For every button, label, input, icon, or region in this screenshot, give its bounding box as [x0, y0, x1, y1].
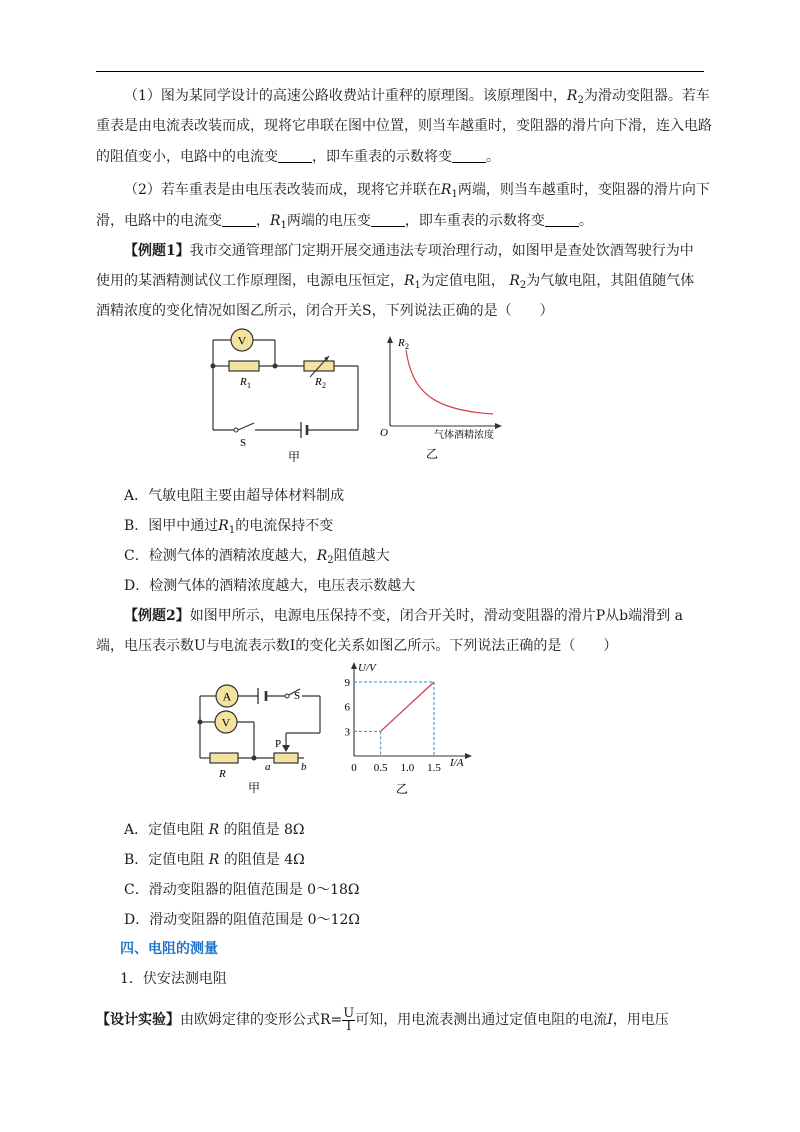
example1-line-3: 酒精浓度的变化情况如图乙所示，闭合开关S，下列说法正确的是（ ）	[96, 303, 554, 319]
fig-caption-right: 乙	[396, 782, 409, 796]
example2-option-d[interactable]: D．滑动变阻器的阻值范围是 0～12Ω	[124, 912, 361, 928]
q1-line-2: 重表是由电流表改装而成，现将它串联在图中位置，则当车越重时，变阻器的滑片向下滑，连入电路	[96, 118, 712, 134]
r2-curve	[406, 350, 493, 414]
example1-r2-graph	[378, 330, 508, 464]
voltmeter-label: V	[221, 715, 231, 730]
example2-tag: 【例题2】	[124, 608, 190, 624]
x-axis-label: I/A	[450, 757, 464, 769]
subsection-title: 1．伏安法测电阻	[120, 971, 227, 987]
example1-line-1: 【例题1】我市交通管理部门定期开展交通违法专项治理行动，如图甲是查处饮酒驾驶行为中	[124, 243, 694, 259]
q1-line-1: （1）图为某同学设计的高速公路收费站计重秤的原理图。该原理图中，$R_2$为滑动变阻器。若车	[124, 88, 710, 106]
svg-text:b: b	[301, 761, 307, 773]
fig-caption-right: 乙	[426, 447, 439, 461]
svg-text:P: P	[275, 738, 282, 750]
example1-option-c[interactable]: C．检测气体的酒精浓度越大，$R_2$阻值越大	[124, 548, 390, 566]
slider-p-icon	[282, 745, 290, 752]
example2-option-c[interactable]: C．滑动变阻器的阻值范围是 0～18Ω	[124, 882, 360, 898]
answer-blank[interactable]	[371, 212, 405, 227]
answer-blank[interactable]	[222, 212, 256, 227]
q1-line-3: 的阻值变小，电路中的电流变 ，即车重表的示数将变 。	[96, 149, 500, 165]
switch-label: S	[294, 690, 301, 702]
example1-option-d[interactable]: D．检测气体的酒精浓度越大，电压表示数越大	[124, 578, 416, 594]
svg-text:气体酒精浓度: 气体酒精浓度	[434, 430, 494, 441]
x-tick-label: 0.5	[373, 762, 388, 774]
example2-line-1: 【例题2】如图甲所示，电源电压保持不变，闭合开关时，滑动变阻器的滑片P从b端滑到 a	[124, 608, 683, 624]
example2-line-2: 端，电压表示数U与电流表示数I的变化关系如图乙所示。下列说法正确的是（ ）	[96, 638, 618, 654]
gas-sensor-r2-icon	[304, 361, 334, 371]
y-tick-label: 3	[344, 726, 350, 739]
header-rule	[96, 71, 704, 72]
rheostat-icon	[274, 753, 298, 763]
example1-line-2: 使用的某酒精测试仪工作原理图，电源电压恒定，$R_1$为定值电阻， $R_2$为气敏电阻，其阻值随气体	[96, 273, 695, 291]
svg-text:R: R	[219, 768, 226, 780]
svg-text:1: 1	[247, 381, 251, 390]
q2-line-2: 滑，电路中的电流变 ，$R_1$两端的电压变 ，即车重表的示数将变 。	[96, 213, 593, 231]
example2-option-b[interactable]: B．定值电阻 R 的阻值是 4Ω	[124, 852, 305, 868]
example2-ui-chart	[338, 660, 488, 800]
q2-line-1: （2）若车重表是由电压表改装而成，现将它并联在$R_1$两端，则当车越重时，变阻器的滑片向下	[124, 182, 710, 200]
answer-blank[interactable]	[452, 148, 486, 163]
svg-text:2: 2	[405, 342, 409, 351]
svg-text:O: O	[380, 427, 388, 439]
svg-text:R: R	[315, 376, 322, 388]
fig-caption-left: 甲	[248, 781, 261, 795]
x-tick-label: 0	[351, 762, 357, 774]
switch-label: S	[240, 437, 247, 449]
section-heading: 四、电阻的测量	[120, 941, 218, 957]
y-tick-label: 9	[344, 677, 350, 689]
svg-text:R: R	[240, 376, 247, 388]
ammeter-label: A	[222, 689, 232, 704]
voltmeter-label: V	[237, 333, 247, 348]
example1-tag: 【例题1】	[124, 243, 190, 259]
x-tick-label: 1.5	[427, 762, 441, 774]
svg-text:a: a	[265, 761, 271, 773]
example2-circuit-diagram	[186, 680, 326, 800]
example1-circuit-diagram	[200, 326, 370, 466]
svg-text:R: R	[398, 337, 405, 349]
example1-option-a[interactable]: A．气敏电阻主要由超导体材料制成	[124, 488, 345, 504]
y-axis-label: U/V	[358, 662, 376, 674]
svg-text:2: 2	[322, 381, 326, 390]
answer-blank[interactable]	[278, 148, 312, 163]
x-tick-label: 1.0	[400, 762, 415, 774]
y-tick-label: 6	[344, 701, 350, 714]
resistor-r-icon	[210, 753, 238, 763]
series-line	[381, 682, 434, 731]
answer-blank[interactable]	[545, 212, 579, 227]
ohm-formula: $\frac{U}{I}$	[343, 1005, 355, 1034]
example2-option-a[interactable]: A．定值电阻 R 的阻值是 8Ω	[124, 822, 305, 838]
design-experiment-line: 【设计实验】由欧姆定律的变形公式R= $\frac{U}{I}$ 可知，用电流表测出通过定值电阻的电流I，用电压	[96, 1005, 669, 1034]
example1-option-b[interactable]: B．图甲中通过$R_1$的电流保持不变	[124, 518, 334, 536]
resistor-r1-icon	[229, 361, 259, 371]
fig-caption-left: 甲	[288, 450, 301, 464]
